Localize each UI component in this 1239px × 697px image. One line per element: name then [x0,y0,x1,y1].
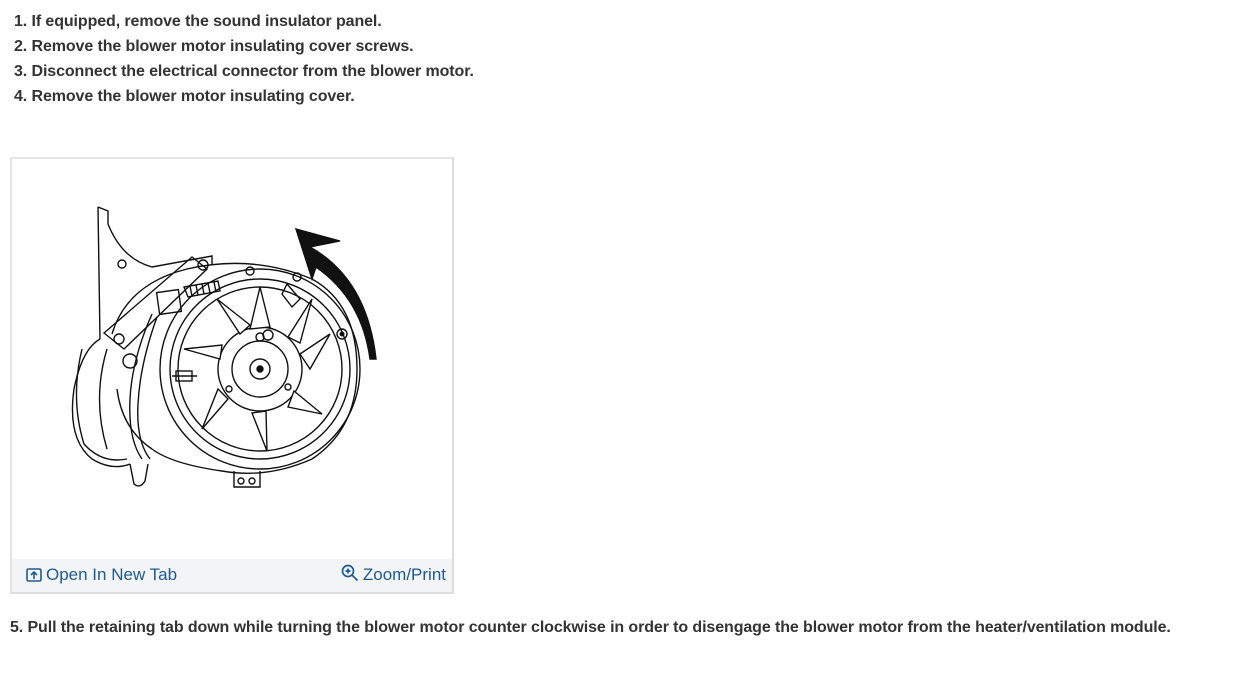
step-5: 5. Pull the retaining tab down while turning the blower motor counter clockwise in order to disengage the blower motor from the heater/ventilation module. [10,619,1171,636]
zoom-print-label: Zoom/Print [362,565,446,584]
instruction-steps [14,9,474,109]
figure-toolbar [12,559,452,592]
step-1: 1. If equipped, remove the sound insulator panel. [14,13,382,30]
step-2: 2. Remove the blower motor insulating cover screws. [14,38,414,55]
open-in-new-tab-icon [26,566,42,588]
zoom-in-icon [341,564,359,588]
step-3: 3. Disconnect the electrical connector from the blower motor. [14,63,474,80]
blower-motor-figure [10,157,454,594]
step-4: 4. Remove the blower motor insulating cover. [14,88,355,105]
blower-motor-diagram [12,159,452,559]
zoom-print-link[interactable] [341,564,446,588]
open-in-new-tab-link[interactable] [26,564,177,588]
open-in-new-tab-label: Open In New Tab [46,565,178,584]
